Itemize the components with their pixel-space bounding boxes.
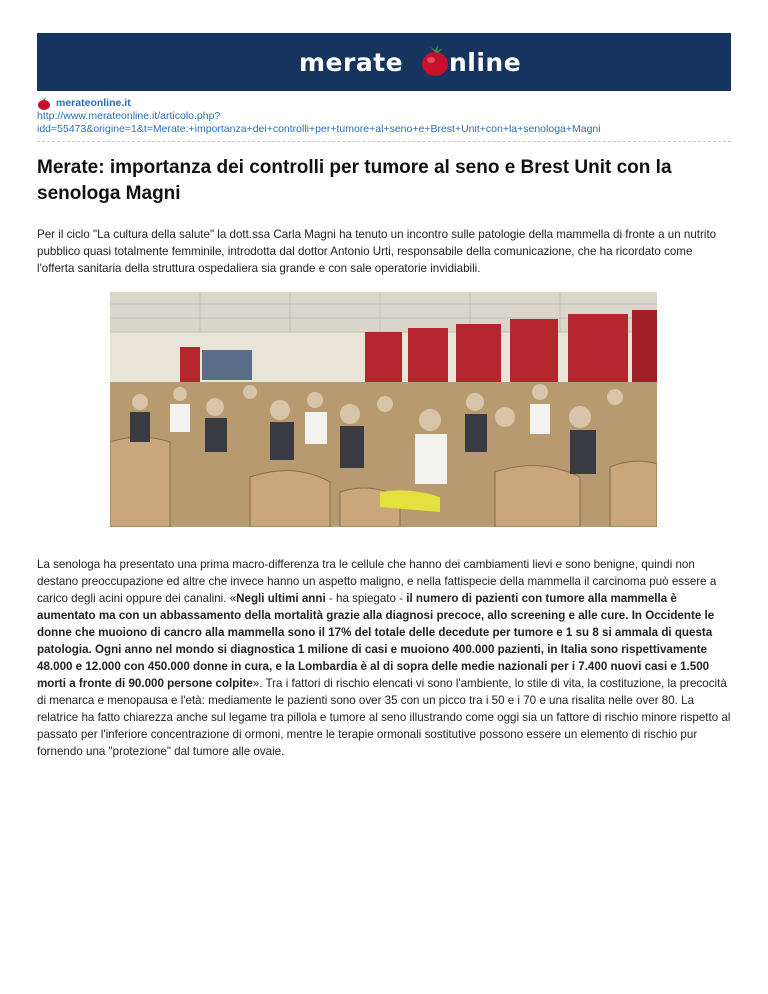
tomato-logo-icon [419,44,451,78]
article-title: Merate: importanza dei controlli per tumore al seno e Brest Unit con la senologa Magni [37,157,672,204]
article-intro: Per il ciclo "La cultura della salute" la dott.ssa Carla Magni ha tenuto un incontro sulle patologie della mammella di fronte a un nutrito pubblico quasi totalmente femminile, introdotta dal dottor Antonio Urti, responsabile della comunicazione, che ha ricordato come l'offerta sanitaria della struttura ospedaliera sia grande e con sale operatorie invidiabili. [37,228,717,275]
article-body [37,556,731,760]
source-block [37,97,737,136]
tomato-favicon-icon [37,97,51,110]
logo-text-left: merate [299,48,404,77]
logo-text-right: nline [449,48,522,77]
body-text-part-3: ». Tra i fattori di rischio elencati vi sono l'ambiente, lo stile di vita, la costituzione, la precocità di menarca e menopausa e l'età: mediamente le pazienti sono over 35 con un picco tra i 50 e i 70 e una risalita nelle over 80. La relatrice ha fatto chiarezza anche sul legame tra pillola e tumore al seno illustrando come oggi sia un fattore di rischio minore rispetto al passato per l'inferiore concentrazione di ormoni, mentre le terapie ormonali sostitutive possono essere un elemento di rischio pur fornendo una "protezione" dal tumore alle ovaie. [37,677,731,758]
dashed-divider [37,141,731,142]
site-banner [37,33,731,91]
body-bold-quote-2: il numero di pazienti con tumore alla mammella è aumentato ma con un abbassamento della mortalità grazie alla diagnosi precoce, allo screening e alle cure. In Occidente le donne che muoiono di cancro alla mammella sono il 17% del totale delle decedute per tumore e 1 su 8 si ammala di questa patologia. Ogni anno nel mondo si diagnostica 1 milione di casi e muoiono 400.000 pazienti, in Italia sono rispettivamente 48.000 e 12.000 con 450.000 donne in cura, e la Lombardia è al di sopra delle medie nazionali per i 7.400 nuovi casi e 1.500 morti a fronte di 90.000 persone colpite [37,592,715,690]
source-url-line-2[interactable]: idd=55473&origine=1&t=Merate:+importanza+dei+controlli+per+tumore+al+seno+e+Brest+Unit+con+la+senologa+Magni [37,123,601,135]
conference-audience-photo [110,292,657,527]
source-site-link[interactable]: merateonline.it [56,97,131,109]
body-bold-quote-1: Negli ultimi anni [236,592,326,605]
body-text-part-1: La senologa ha presentato una prima macro-differenza tra le cellule che hanno dei cambiamenti lievi e sono benigne, quindi non destano preoccupazione ed altre che invece hanno un aspetto maligno, e nella fattispecie della mammella il carcinoma può essere a carico degli acini oppure dei canalini. « [37,558,717,605]
source-url-line-1[interactable]: http://www.merateonline.it/articolo.php? [37,110,221,122]
article-photo [110,292,657,527]
body-text-part-2: - ha spiegato - [325,592,407,605]
